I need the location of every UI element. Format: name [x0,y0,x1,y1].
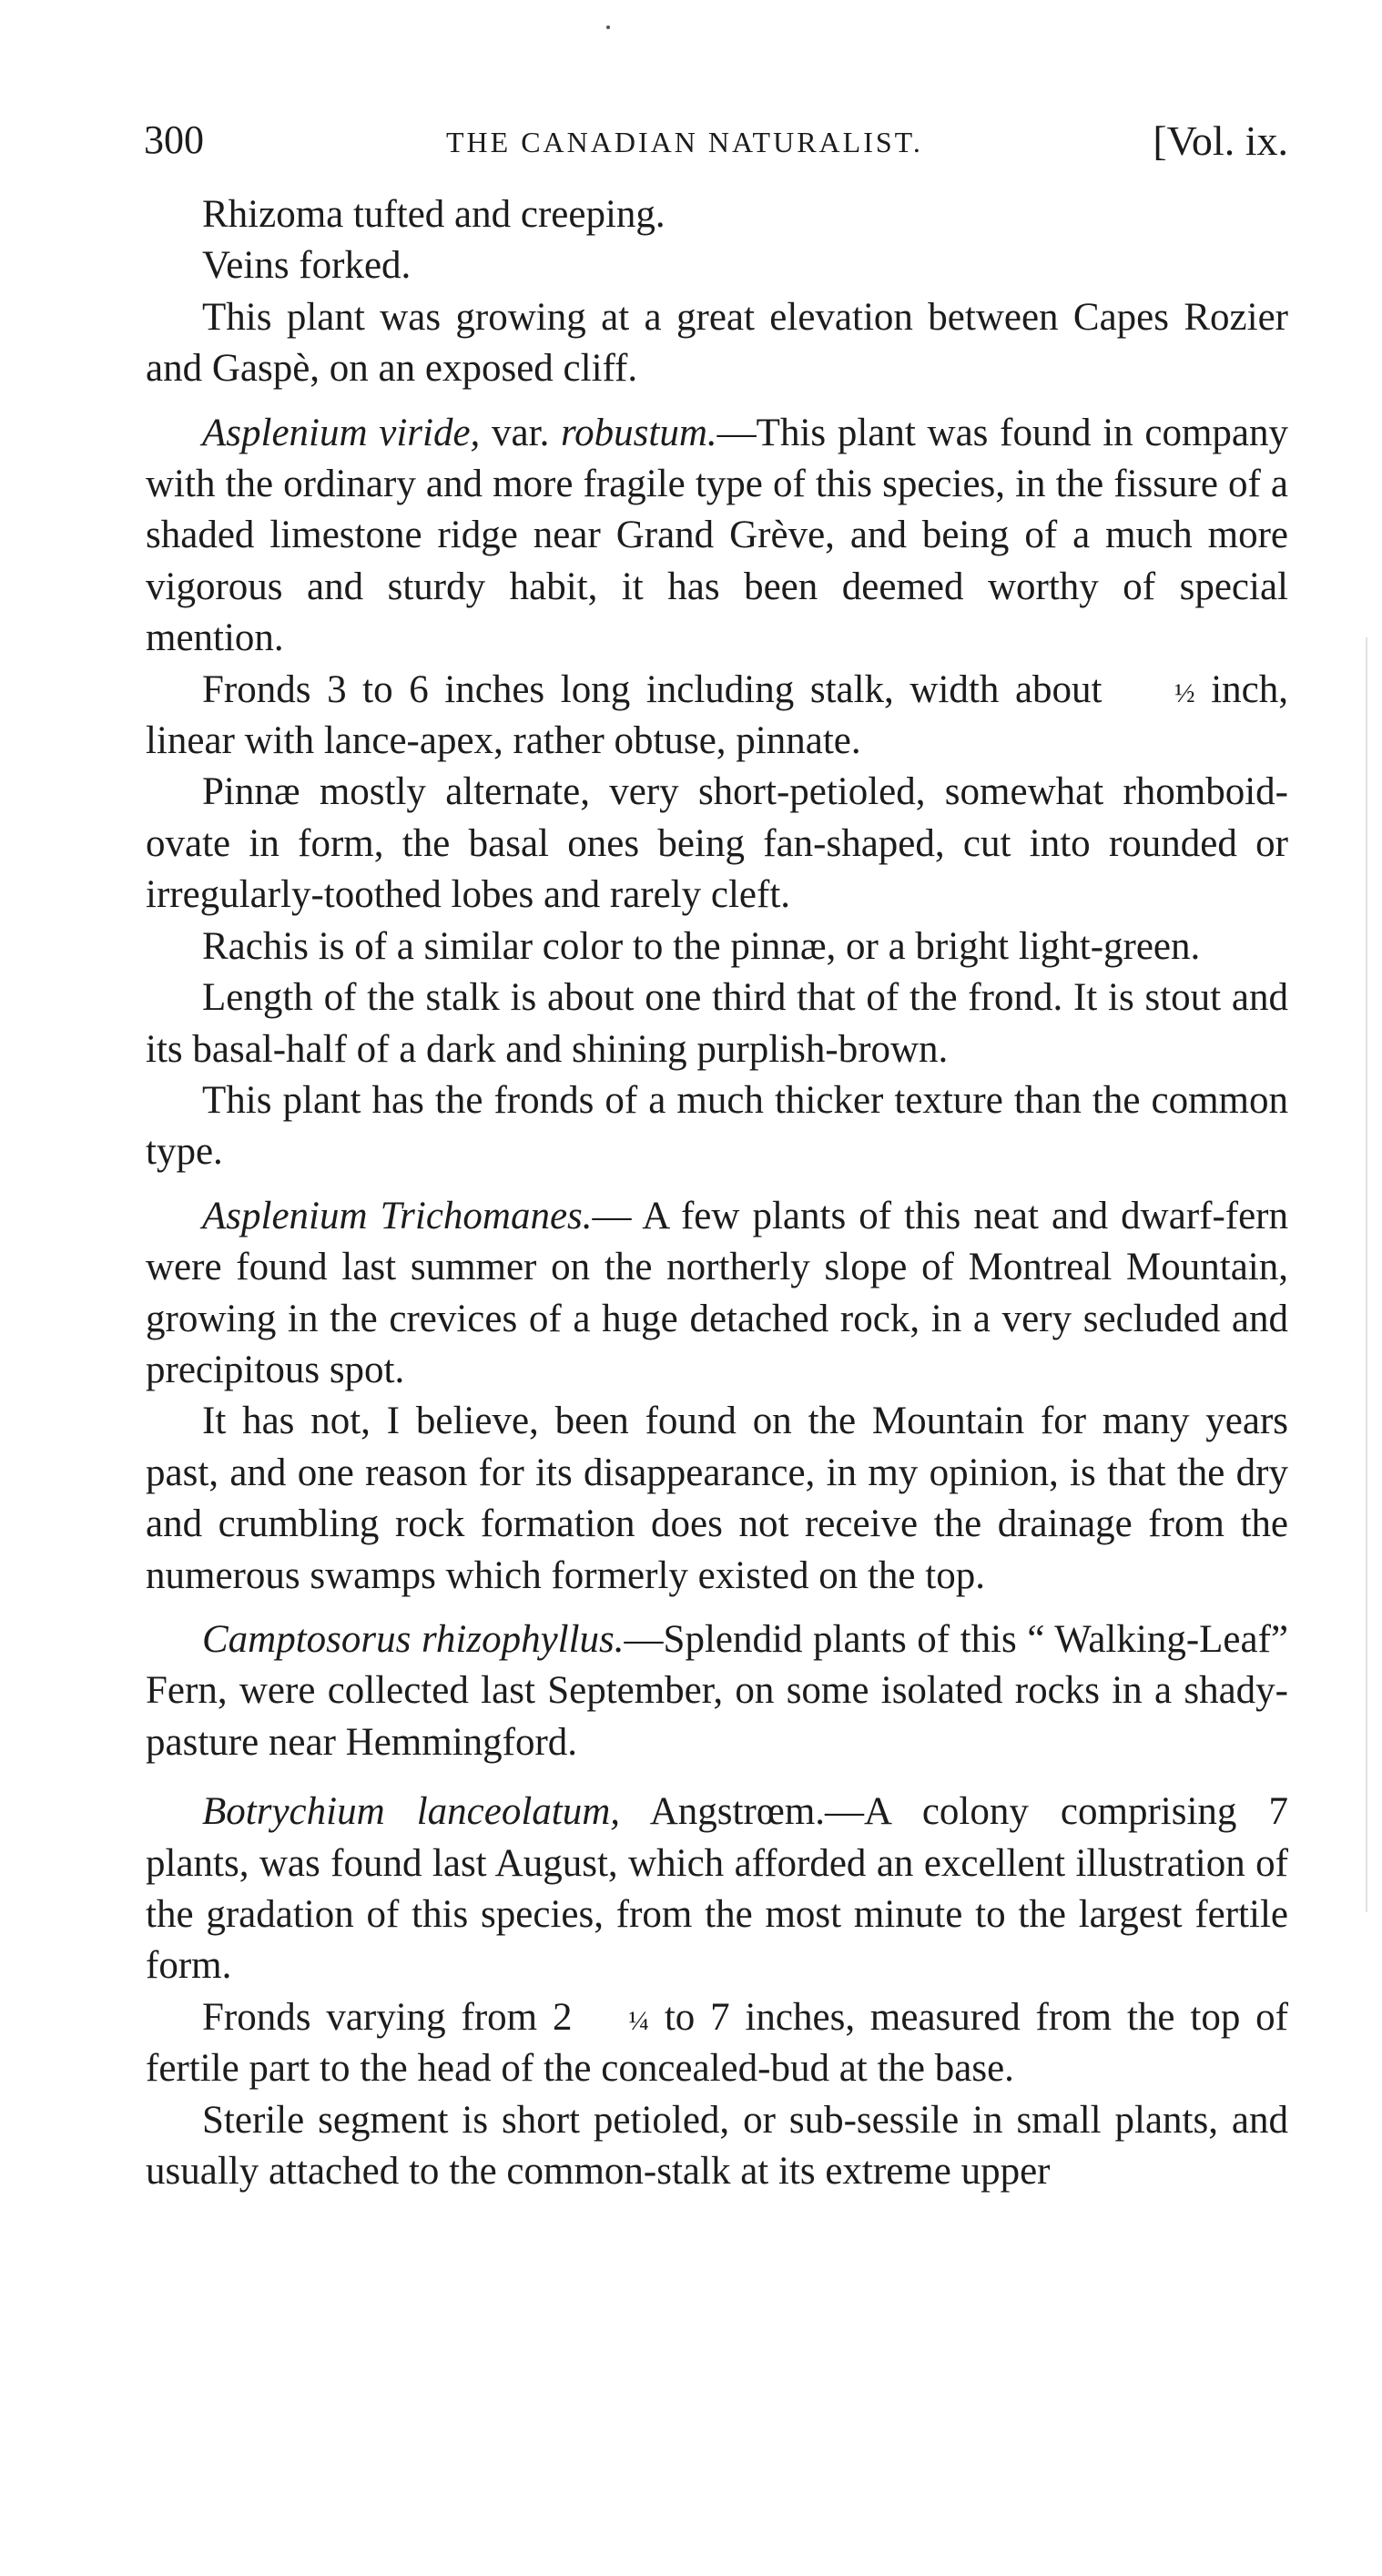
text-before: Fronds 3 to 6 inches long including stalk, width about [202,667,1119,711]
paragraph-elevation: This plant was growing at a great elevation between Capes Rozier and Gaspè, on an exposed cliff. [146,295,1288,391]
page-header [137,107,1288,171]
body-text [146,189,1288,2197]
paragraph-text: — A few plants of this neat and dwarf-fern were found last summer on the northerly slope of Montreal Mountain, growing in the crevices of a huge detached rock, in a very secluded and precipitous spot. [146,1194,1288,1391]
paragraph-sterile-segment: Sterile segment is short petioled, or sub-sessile in small plants, and usually attached to the common-stalk at its extreme upper [146,2098,1288,2194]
paragraph-disappearance: It has not, I believe, been found on the Mountain for many years past, and one reason for its disappearance, in my opinion, is that the dry and crumbling rock formation does not receive the drainage from the numerous swamps which formerly existed on the top. [146,1400,1288,1597]
variety-name: robustum. [561,411,717,454]
paragraph-botrychium [146,1787,1288,1992]
species-name: Asplenium Trichomanes. [202,1194,593,1237]
text-after: inch, linear with lance-apex, rather obtuse, pinnate. [146,667,1288,763]
paragraph-text: —Splendid plants of this “ Walking-Leaf” Fern, were collected last September, on some isolated rocks in a shady-pasture near Hemmingford. [146,1617,1288,1764]
paragraph-asplenium-trichomanes [146,1191,1288,1397]
paragraph-pinnae: Pinnæ mostly alternate, very short-petioled, somewhat rhomboid-ovate in form, the basal ones being fan-shaped, cut into rounded or irregularly-toothed lobes and rarely cleft. [146,770,1288,917]
species-name: Camptosorus rhizophyllus. [202,1617,625,1661]
paragraph-asplenium-viride [146,408,1288,665]
paragraph-rhizoma: Rhizoma tufted and creeping. [202,193,666,236]
paragraph-text: —This plant was found in company with the ordinary and more fragile type of this species, in the fissure of a shaded limestone ridge near Grand Grève, and being of a much more vigorous and sturdy habit, it has been deemed worthy of special mention. [146,411,1288,660]
species-name: Asplenium viride, [202,411,481,454]
text-after: to 7 inches, measured from the top of fertile part to the head of the concealed-bud at the base. [146,1995,1288,2091]
paragraph-rachis: Rachis is of a similar color to the pinnæ, or a bright light-green. [202,924,1201,968]
variety-connector: var. [480,411,562,454]
paragraph-fronds-length [146,665,1288,768]
volume-label: [Vol. ix. [1153,117,1288,164]
fraction: ¼ [628,2005,649,2036]
page-edge-rule [1366,637,1367,1912]
fraction: ½ [1174,677,1195,708]
text-before: Fronds varying from 2 [202,1995,573,2039]
paragraph-camptosorus [146,1614,1288,1768]
paragraph-text: Angstrœm.—A colony comprising 7 plants, was found last August, which afforded an excellent illustration of the gradation of this species, from the most minute to the largest fertile form. [146,1790,1289,1988]
paragraph-veins: Veins forked. [202,244,412,288]
species-name: Botrychium lanceolatum, [202,1790,621,1834]
paragraph-fronds-varying [146,1992,1288,2095]
paragraph-stalk-length: Length of the stalk is about one third that of the frond. It is stout and its basal-half of a dark and shining purplish-brown. [146,976,1288,1071]
book-page [137,0,1289,2576]
paragraph-texture: This plant has the fronds of a much thicker texture than the common type. [146,1078,1288,1174]
page-number: 300 [144,117,204,162]
running-title: THE CANADIAN NATURALIST. [446,126,923,158]
